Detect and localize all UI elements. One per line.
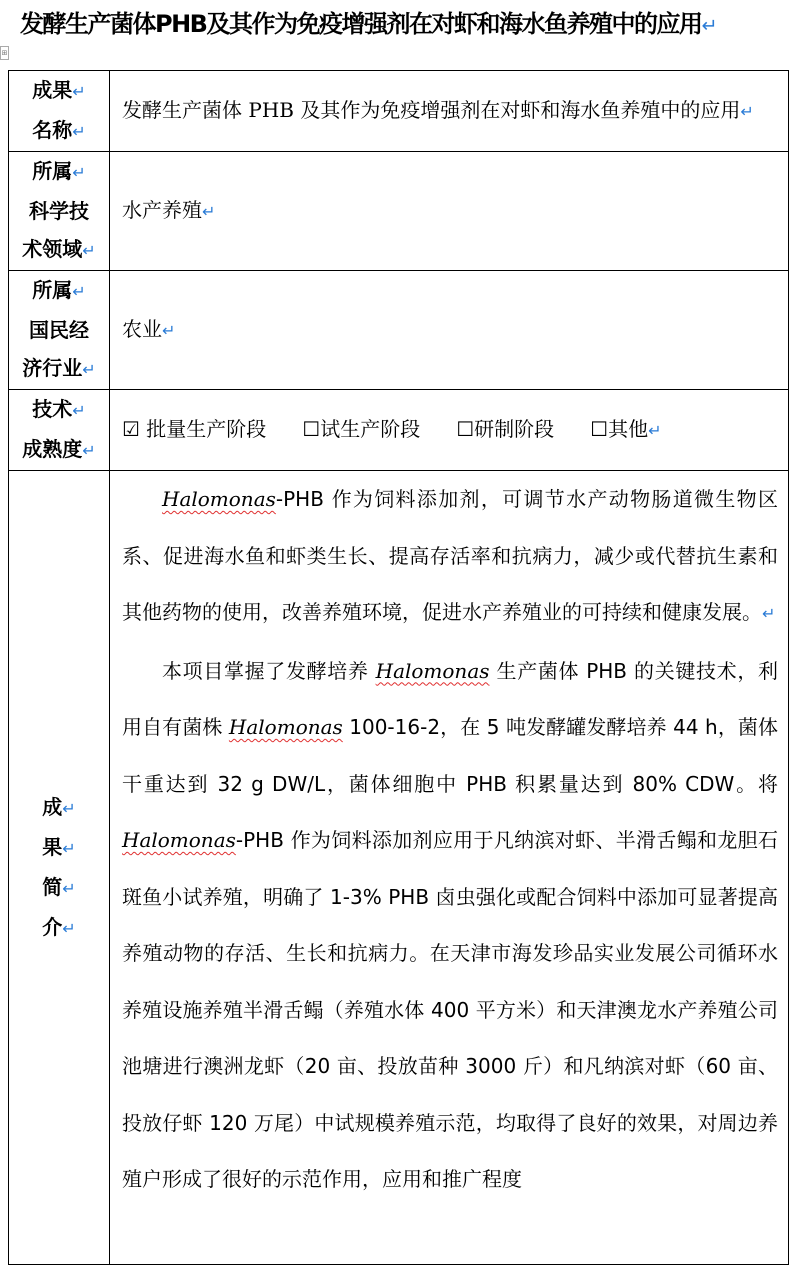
label-cell-summary — [9, 471, 110, 1265]
paragraph-mark: ↵ — [72, 282, 86, 301]
row-field — [9, 152, 789, 271]
paragraph-mark: ↵ — [72, 122, 86, 141]
industry-value: 农业 — [122, 317, 162, 341]
species-term: Halomonas — [162, 487, 276, 511]
paragraph-mark: ↵ — [701, 14, 717, 37]
summary-text: 本项目掌握了发酵培养 — [162, 658, 376, 683]
value-cell-summary[interactable] — [110, 471, 789, 1265]
label-cell-industry — [9, 271, 110, 390]
summary-text: -PHB 作为饲料添加剂，可调节水产动物肠道微生物区系、促进海水鱼和虾类生长、提高存活率和抗病力，减少或代替抗生素和其他药物的使用，改善养殖环境，促进水产养殖业的可持续和健康发展。 — [122, 487, 778, 624]
label-cell-name — [9, 71, 110, 152]
paragraph-mark: ↵ — [62, 878, 76, 898]
checked-box-icon[interactable]: ☑ — [122, 417, 140, 441]
unchecked-box-icon[interactable]: ☐ — [302, 417, 321, 441]
label-line: 简 — [42, 874, 63, 899]
name-text-a: 发酵生产菌体 — [122, 98, 242, 122]
paragraph-mark: ↵ — [740, 102, 754, 121]
name-text-c: 及其作为免疫增强剂在对虾和海水鱼养殖中的应用 — [300, 98, 741, 122]
field-value: 水产养殖 — [122, 198, 202, 222]
label-line: 成果 — [32, 78, 73, 102]
label-line: 济行业 — [22, 356, 83, 380]
label-line: 介 — [42, 914, 63, 939]
label-line: 名称 — [32, 118, 73, 142]
label-line: 成熟度 — [22, 437, 83, 461]
paragraph-mark: ↵ — [82, 241, 96, 260]
document-title-text: 发酵生产菌体PHB及其作为免疫增强剂在对虾和海水鱼养殖中的应用 — [20, 10, 702, 38]
label-cell-field — [9, 152, 110, 271]
value-cell-field[interactable] — [110, 152, 789, 271]
option-trial-production[interactable] — [302, 410, 420, 448]
row-maturity — [9, 390, 789, 471]
summary-text: 100-16-2，在 5 吨发酵罐发酵培养 44 h，菌体干重达到 32 g DW/L，菌体细胞中 PHB 积累量达到 80% CDW。将 — [122, 715, 778, 796]
label-line: 科学技 — [29, 199, 89, 223]
paragraph-mark: ↵ — [762, 604, 776, 623]
label-line: 果 — [42, 834, 63, 859]
paragraph-mark: ↵ — [648, 421, 662, 440]
option-development[interactable] — [456, 410, 554, 448]
option-label: 研制阶段 — [474, 417, 555, 441]
name-text-b: PHB — [248, 98, 294, 122]
value-cell-name[interactable] — [110, 71, 789, 152]
value-cell-industry[interactable] — [110, 271, 789, 390]
achievement-table — [8, 70, 789, 1265]
species-term: Halomonas — [122, 828, 236, 852]
option-other[interactable] — [590, 410, 661, 450]
summary-text: 生产菌体 PHB 的关键技术，利用自有菌株 — [122, 658, 778, 739]
table-move-handle-icon[interactable]: ⊞ — [0, 46, 9, 60]
option-label: 试生产阶段 — [320, 417, 421, 441]
paragraph-mark: ↵ — [82, 360, 96, 379]
option-label: 其他 — [608, 417, 649, 441]
row-industry — [9, 271, 789, 390]
value-cell-maturity — [110, 390, 789, 471]
label-line: 技术 — [32, 397, 73, 421]
document-title — [20, 6, 800, 42]
label-line: 所属 — [32, 278, 73, 302]
summary-text: -PHB 作为饲料添加剂应用于凡纳滨对虾、半滑舌鳎和龙胆石斑鱼小试养殖，明确了 1-3% PHB 卤虫强化或配合饲料中添加可显著提高养殖动物的存活、生长和抗病力。在天津市海发珍品实业发展公司循环水养殖设施养殖半滑舌鳎（养殖水体 400 平方米）和天津澳龙水产养殖公司池塘进行澳洲龙虾（20 亩、投放苗种 3000 斤）和凡纳滨对虾（60 亩、投放仔虾 120 万尾）中试规模养殖示范，均取得了良好的效果，对周边养殖户形成了很好的示范作用，应用和推广程度 — [122, 828, 778, 1191]
row-name — [9, 71, 789, 152]
option-label: 批量生产阶段 — [139, 417, 267, 441]
unchecked-box-icon[interactable]: ☐ — [456, 417, 475, 441]
label-line: 成 — [42, 794, 63, 819]
paragraph-mark: ↵ — [162, 321, 176, 340]
paragraph-mark: ↵ — [72, 82, 86, 101]
paragraph-mark: ↵ — [82, 441, 96, 460]
paragraph-mark: ↵ — [72, 401, 86, 420]
paragraph-mark: ↵ — [72, 163, 86, 182]
summary-paragraph-1 — [122, 471, 778, 643]
option-batch-production[interactable] — [122, 410, 266, 448]
label-line: 国民经 — [29, 318, 89, 342]
unchecked-box-icon[interactable]: ☐ — [590, 417, 609, 441]
label-line: 术领域 — [22, 237, 83, 261]
label-cell-maturity — [9, 390, 110, 471]
species-term: Halomonas — [228, 715, 343, 739]
label-line: 所属 — [32, 159, 73, 183]
species-term: Halomonas — [375, 658, 490, 683]
row-summary — [9, 471, 789, 1265]
summary-paragraph-2 — [122, 643, 778, 1208]
paragraph-mark: ↵ — [62, 918, 76, 938]
paragraph-mark: ↵ — [202, 202, 216, 221]
paragraph-mark: ↵ — [62, 838, 76, 858]
paragraph-mark: ↵ — [62, 798, 76, 818]
